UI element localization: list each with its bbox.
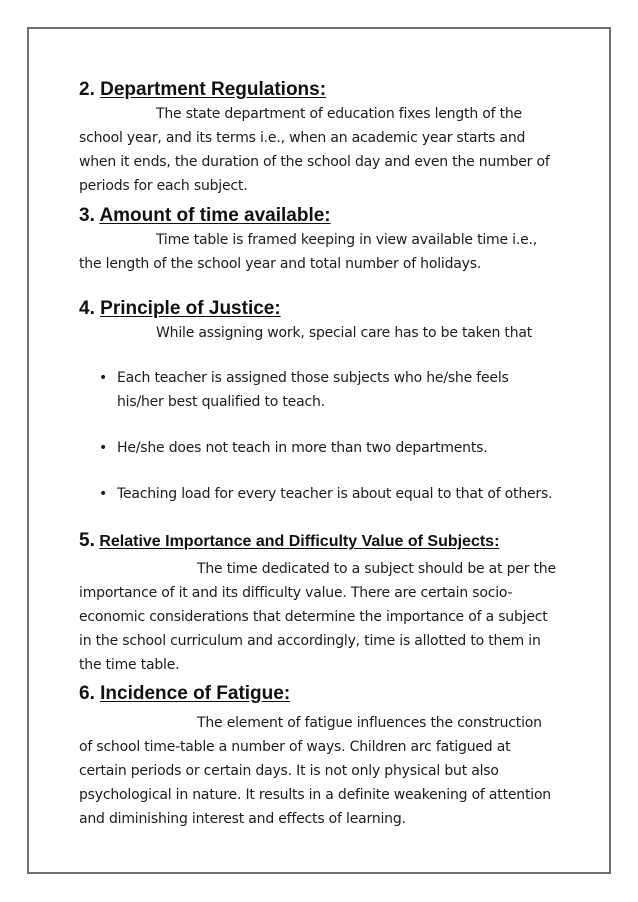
section-title: Principle of Justice: — [100, 298, 281, 319]
list-item-text: Teaching load for every teacher is about equal to that of others. — [117, 486, 553, 502]
list-item-text: Each teacher is assigned those subjects who he/she feels his/her best qualified to teach. — [117, 370, 509, 410]
section-relative-importance — [79, 528, 559, 677]
section-paragraph: The state department of education fixes length of the school year, and its terms i.e., when an academic year starts and when it ends, the duration of the school day and even the number of periods for each subject. — [79, 106, 550, 194]
section-number: 2. — [79, 79, 95, 100]
section-number: 4. — [79, 298, 95, 319]
section-number: 3. — [79, 205, 95, 226]
section-heading — [79, 77, 559, 103]
list-item — [79, 366, 559, 414]
section-paragraph: The element of fatigue influences the construction of school time-table a number of ways. Children arc fatigued at certain periods or certain days. It is not only physical but also psychological in nature. It results in a definite weakening of attention and diminishing interest and effects of learning. — [79, 715, 551, 827]
bullet-icon: • — [99, 486, 108, 502]
section-paragraph: The time dedicated to a subject should be at per the importance of it and its difficulty value. There are certain socio-economic considerations that determine the importance of a subject in the school curriculum and accordingly, time is allotted to them in the time table. — [79, 561, 556, 673]
section-incidence-of-fatigue — [79, 681, 559, 831]
section-title: Incidence of Fatigue: — [100, 683, 291, 704]
section-number: 5. — [79, 530, 95, 551]
section-heading — [79, 296, 559, 322]
section-title: Department Regulations: — [100, 79, 327, 100]
section-principle-of-justice — [79, 296, 559, 506]
document-body — [79, 77, 559, 831]
section-heading — [79, 681, 559, 707]
section-title: Amount of time available: — [99, 205, 331, 226]
list-item — [79, 436, 559, 460]
section-heading — [79, 203, 559, 229]
bullet-list — [79, 366, 559, 506]
list-item-text: He/she does not teach in more than two departments. — [117, 440, 488, 456]
section-paragraph: Time table is framed keeping in view available time i.e., the length of the school year and total number of holidays. — [79, 232, 538, 272]
bullet-icon: • — [99, 440, 108, 456]
section-amount-of-time — [79, 203, 559, 276]
section-number: 6. — [79, 683, 95, 704]
list-item — [79, 482, 559, 506]
section-heading — [79, 528, 559, 555]
section-department-regulations — [79, 77, 559, 198]
section-paragraph: While assigning work, special care has to be taken that — [156, 325, 533, 341]
bullet-icon: • — [99, 370, 108, 386]
section-title: Relative Importance and Difficulty Value of Subjects: — [99, 533, 500, 550]
